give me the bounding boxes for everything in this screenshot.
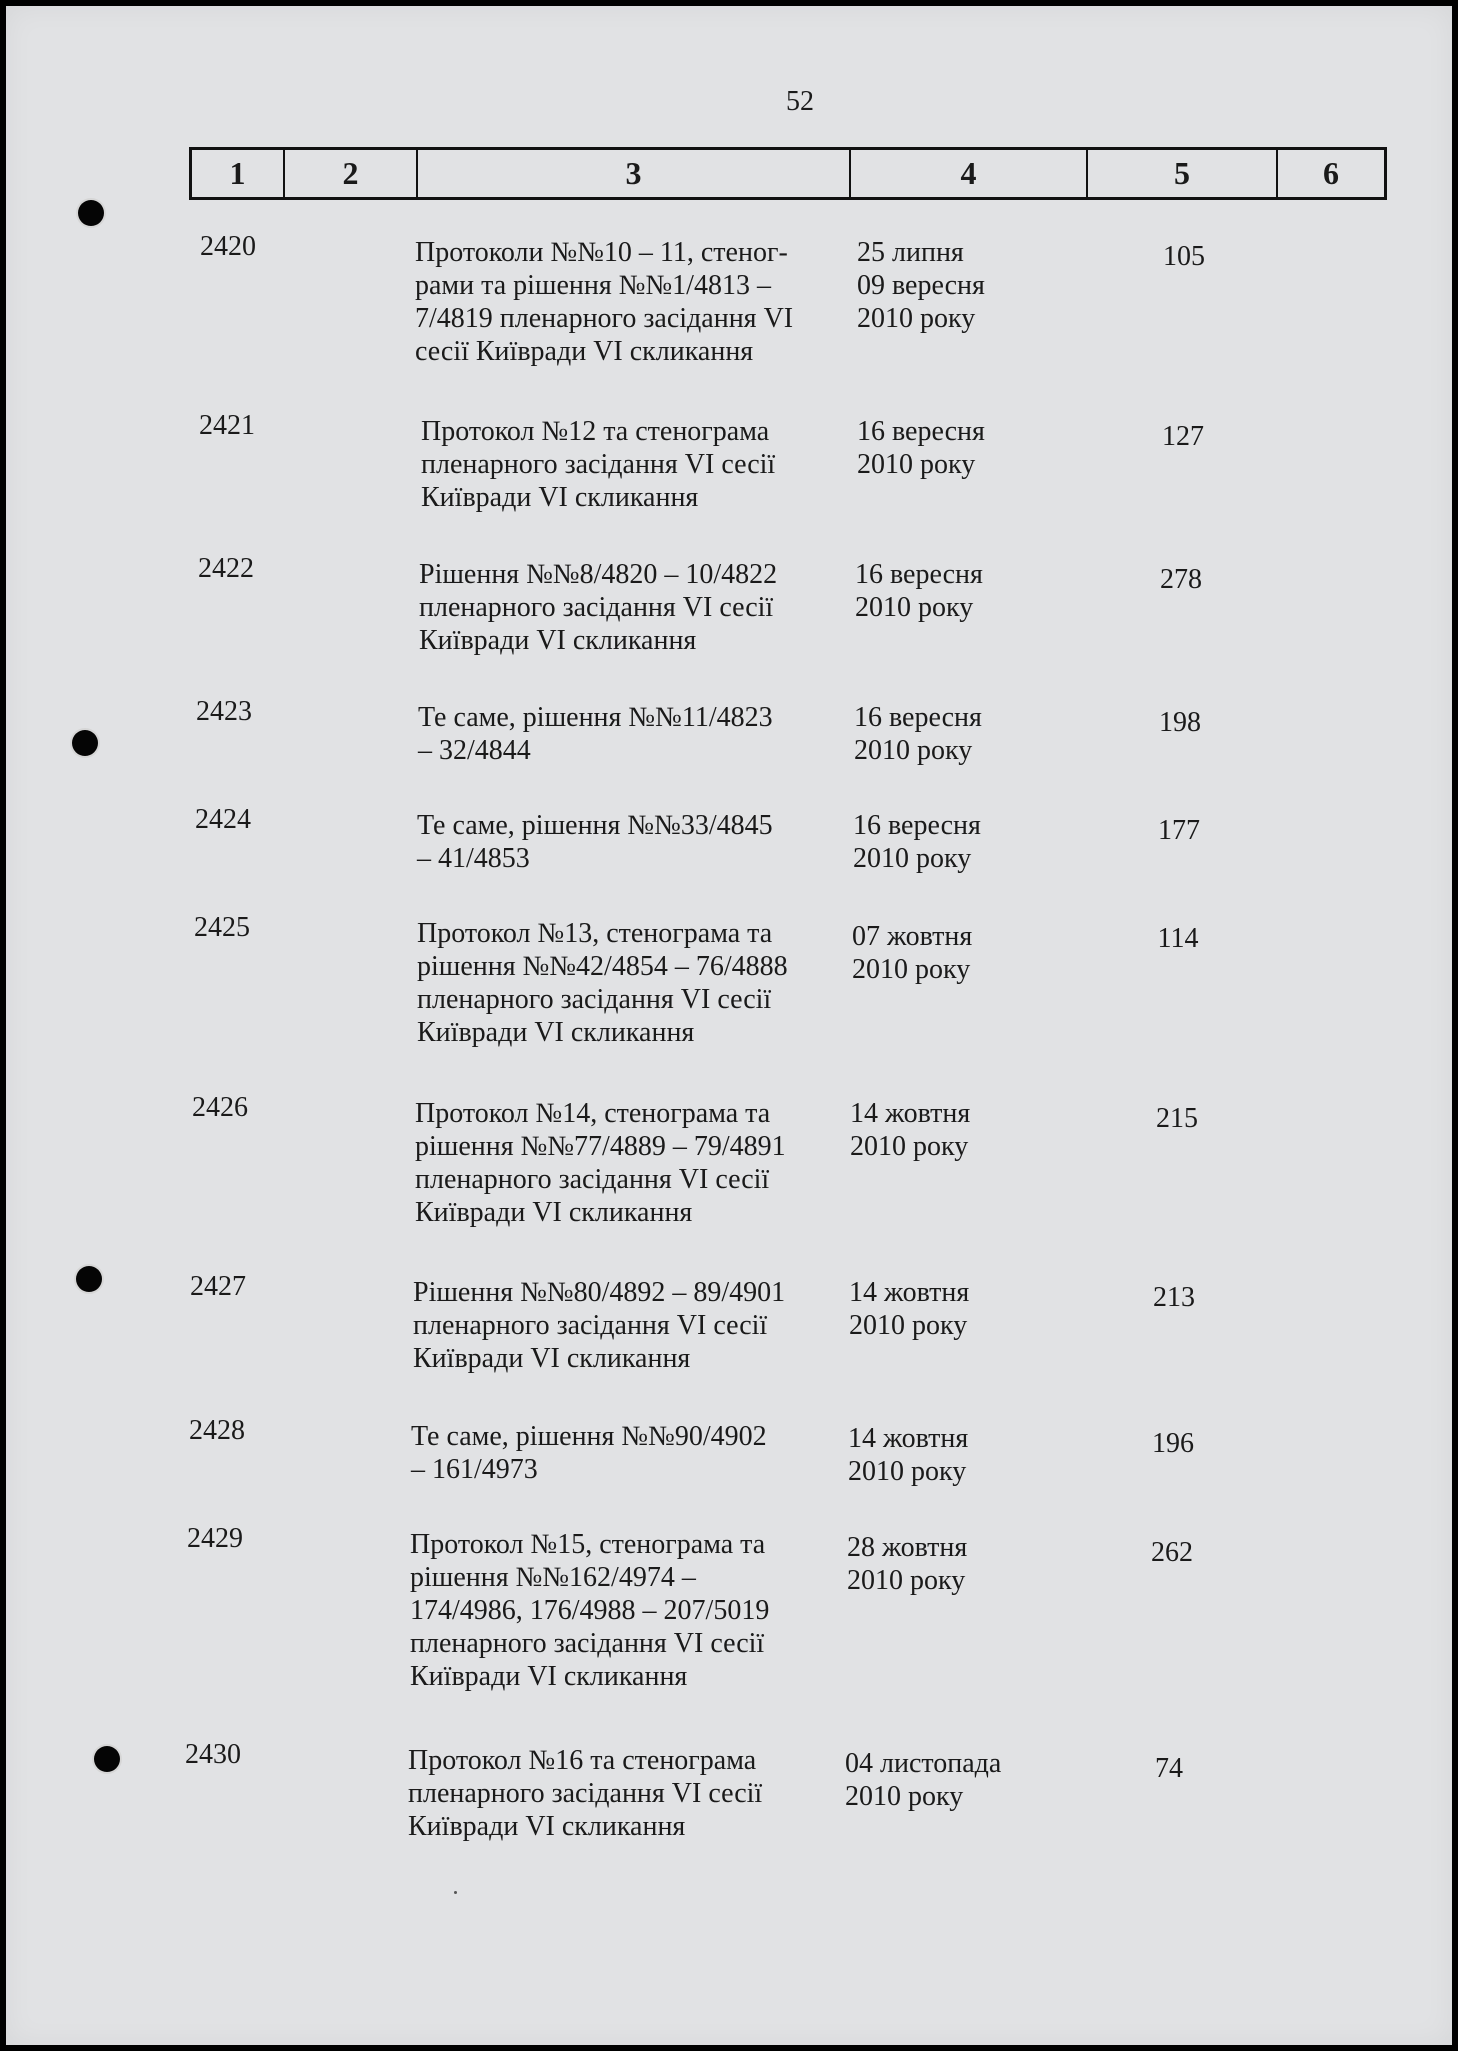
column-header-4: 4: [851, 150, 1088, 197]
punch-hole: [76, 1266, 102, 1292]
entry-description: Протокол №12 та стенограма пленарного засідання VI сесії Київради VI скликання: [421, 416, 776, 513]
entry-number: 2430: [185, 1739, 241, 1770]
entry-description: Те саме, рішення №№11/4823 – 32/4844: [418, 702, 773, 766]
entry-page-count: 74: [1155, 1753, 1183, 1784]
entry-page-count: 114: [1157, 923, 1199, 954]
entry-date: 16 вересня 2010 року: [854, 702, 982, 766]
entry-description: Протокол №13, стенограма та рішення №№42/4854 – 76/4888 пленарного засідання VI сесії Київради VI скликання: [417, 918, 788, 1048]
entry-date: 16 вересня 2010 року: [857, 416, 985, 480]
column-header-table: [189, 147, 1387, 200]
entry-page-count: 105: [1163, 241, 1205, 272]
entry-date: 14 жовтня 2010 року: [848, 1423, 969, 1487]
punch-hole: [78, 200, 104, 226]
entry-date: 07 жовтня 2010 року: [852, 921, 973, 985]
punch-hole: [94, 1746, 120, 1772]
entry-description: Протокол №16 та стенограма пленарного засідання VI сесії Київради VI скликання: [408, 1745, 763, 1842]
entry-description: Рішення №№8/4820 – 10/4822 пленарного засідання VI сесії Київради VI скликання: [419, 559, 778, 656]
entry-date: 14 жовтня 2010 року: [849, 1277, 970, 1341]
entry-description: Протокол №15, стенограма та рішення №№162/4974 – 174/4986, 176/4988 – 207/5019 пленарного засідання VI сесії Київради VI скликання: [410, 1529, 770, 1692]
entry-date: 28 жовтня 2010 року: [847, 1532, 968, 1596]
ink-speck: [454, 1891, 457, 1894]
entry-number: 2421: [199, 410, 255, 441]
entry-number: 2428: [189, 1415, 245, 1446]
entry-page-count: 215: [1156, 1103, 1198, 1134]
page-number: 52: [786, 86, 814, 117]
entry-number: 2424: [195, 804, 251, 835]
entry-page-count: 278: [1160, 564, 1202, 595]
entry-number: 2423: [196, 696, 252, 727]
entry-page-count: 262: [1151, 1537, 1193, 1568]
entry-date: 04 листопада 2010 року: [845, 1748, 1002, 1812]
entry-description: Те саме, рішення №№90/4902 – 161/4973: [411, 1421, 767, 1485]
entry-number: 2429: [187, 1523, 243, 1554]
entry-page-count: 198: [1159, 707, 1201, 738]
entry-number: 2420: [200, 231, 256, 262]
entry-date: 16 вересня 2010 року: [853, 810, 981, 874]
entry-description: Те саме, рішення №№33/4845 – 41/4853: [417, 810, 773, 874]
entry-page-count: 177: [1158, 815, 1200, 846]
entry-date: 16 вересня 2010 року: [855, 559, 983, 623]
entry-description: Рішення №№80/4892 – 89/4901 пленарного засідання VI сесії Київради VI скликання: [413, 1277, 786, 1374]
entry-page-count: 213: [1153, 1282, 1195, 1313]
entry-number: 2425: [194, 912, 250, 943]
entry-number: 2426: [192, 1092, 248, 1123]
document-page: [6, 6, 1452, 2045]
entry-description: Протоколи №№10 – 11, стеног- рами та рішення №№1/4813 – 7/4819 пленарного засідання VI сесії Київради VI скликання: [415, 237, 794, 367]
entry-date: 25 липня 09 вересня 2010 року: [857, 237, 985, 334]
column-header-6: 6: [1323, 155, 1339, 191]
column-header-1: 1: [192, 150, 285, 197]
column-header-3: 3: [418, 150, 851, 197]
column-header-2: 2: [285, 150, 418, 197]
entry-page-count: 127: [1162, 421, 1204, 452]
entry-page-count: 196: [1152, 1428, 1194, 1459]
column-header-5: 5: [1088, 150, 1278, 197]
punch-hole: [72, 730, 98, 756]
entry-number: 2427: [190, 1271, 246, 1302]
entry-description: Протокол №14, стенограма та рішення №№77/4889 – 79/4891 пленарного засідання VI сесії Київради VI скликання: [415, 1098, 786, 1228]
entry-date: 14 жовтня 2010 року: [850, 1098, 971, 1162]
entry-number: 2422: [198, 553, 254, 584]
